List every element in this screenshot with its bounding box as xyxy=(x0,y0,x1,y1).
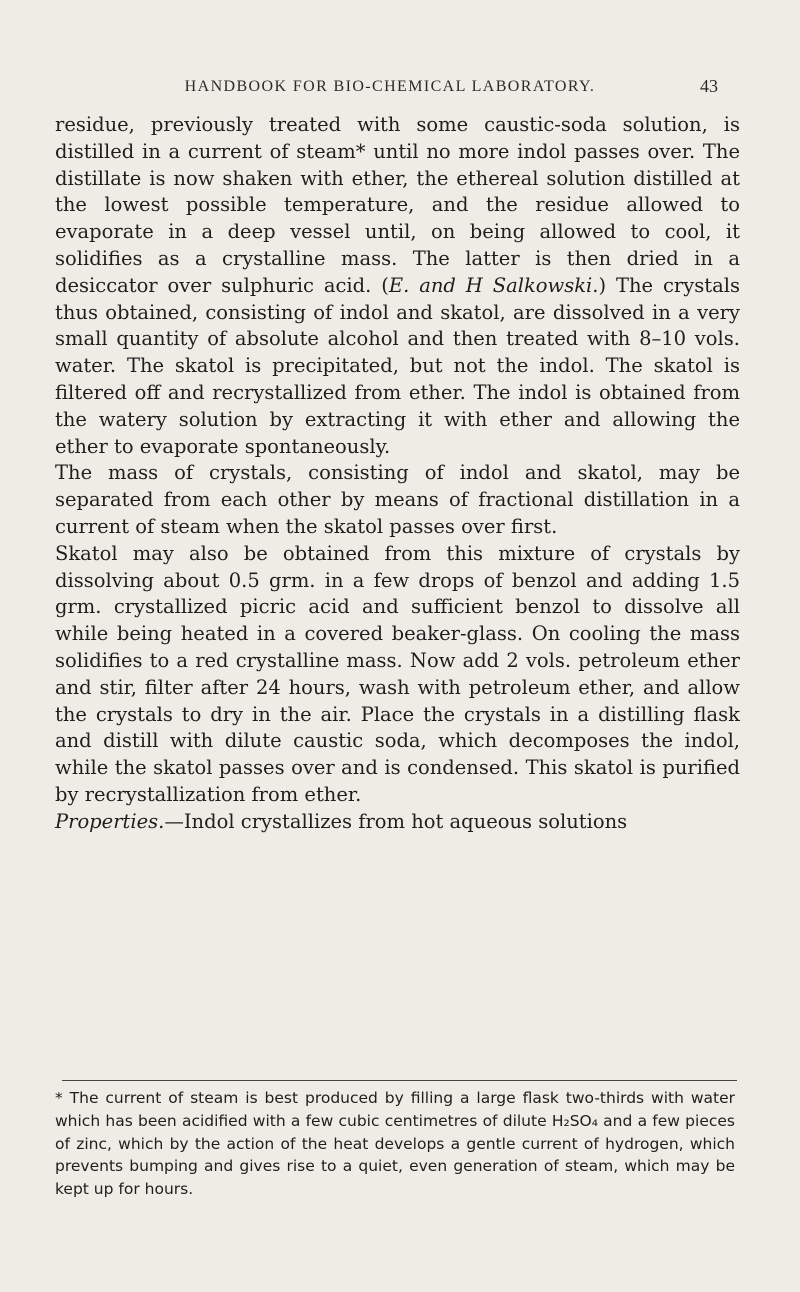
paragraph-1-part-1: residue, previously treated with some caustic-soda solution, is distilled in a current of steam* until no more indol passes over. The distillate is now shaken with ether, the ethereal solution distilled at the lowest possible temperature, and the residue allowed to evaporate in a deep vessel until, on being allowed to cool, it solidifies as a crystalline mass. The latter is then dried in a desiccator over sulphuric acid. ( xyxy=(55,113,740,297)
paragraph-4 xyxy=(55,809,740,836)
paragraph-1-part-2: ) The crystals thus obtained, consisting of indol and skatol, are dissolved in a very small quantity of absolute alcohol and then treated with 8–10 vols. water. The skatol is precipitated, but not the indol. The skatol is filtered off and recrystallized from ether. The indol is obtained from the watery solution by extracting it with ether and allowing the ether to evaporate spontaneously. xyxy=(55,273,740,458)
page-number: 43 xyxy=(700,76,718,96)
paragraph-1 xyxy=(55,112,740,460)
properties-text: —Indol crystallizes from hot aqueous solutions xyxy=(164,809,628,833)
paragraph-3: Skatol may also be obtained from this mixture of crystals by dissolving about 0.5 grm. in a few drops of benzol and adding 1.5 grm. crystallized picric acid and sufficient benzol to dissolve all while being heated in a covered beaker-glass. On cooling the mass solidifies to a red crystalline mass. Now add 2 vols. petroleum ether and stir, filter after 24 hours, wash with petroleum ether, and allow the crystals to dry in the air. Place the crystals in a distilling flask and distill with dilute caustic soda, which decomposes the indol, while the skatol passes over and is condensed. This skatol is purified by recrystallization from ether. xyxy=(55,541,740,806)
citation-salkowski: E. and H Salkowski. xyxy=(388,273,599,297)
body-text xyxy=(55,112,740,836)
running-head: HANDBOOK FOR BIO-CHEMICAL LABORATORY. xyxy=(184,78,596,95)
footnote xyxy=(55,1087,735,1201)
footnote-divider xyxy=(62,1080,737,1081)
footnote-text: * The current of steam is best produced by filling a large flask two-thirds with water which has been acidified with a few cubic centimetres of dilute H₂SO₄ and a few pieces of zinc, which by the action of the heat develops a gentle current of hydrogen, which prevents bumping and gives rise to a quiet, even generation of steam, which may be kept up for hours. xyxy=(55,1089,735,1199)
paragraph-2: The mass of crystals, consisting of indol and skatol, may be separated from each other by means of fractional distillation in a current of steam when the skatol passes over first. xyxy=(55,461,740,538)
properties-heading: Properties. xyxy=(55,809,165,833)
